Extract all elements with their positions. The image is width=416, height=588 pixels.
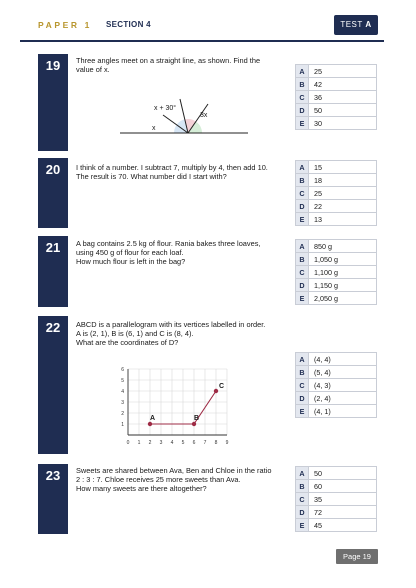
answer-option[interactable] (296, 240, 377, 253)
answer-option[interactable] (296, 78, 377, 91)
x-tick-label: 9 (225, 440, 229, 446)
page-header (0, 0, 416, 52)
answer-option[interactable] (296, 187, 377, 200)
question-text (76, 56, 276, 74)
answer-options (295, 64, 377, 130)
answer-options (295, 466, 377, 532)
question-number: 20 (38, 158, 68, 228)
answer-options (295, 239, 377, 305)
option-letter: E (296, 213, 309, 226)
answer-option[interactable] (296, 213, 377, 226)
option-value: 1,050 g (309, 253, 377, 266)
question-number: 21 (38, 236, 68, 307)
option-letter: A (296, 467, 309, 480)
point-marker (214, 389, 218, 393)
x-tick-label: 5 (181, 440, 185, 446)
answer-option[interactable] (296, 405, 377, 418)
option-letter: C (296, 493, 309, 506)
section-label: SECTION 4 (106, 20, 151, 29)
answer-option[interactable] (296, 174, 377, 187)
option-value: (4, 3) (309, 379, 377, 392)
option-letter: E (296, 405, 309, 418)
option-letter: C (296, 91, 309, 104)
y-tick-label: 3 (121, 400, 124, 406)
option-letter: C (296, 187, 309, 200)
option-value: 15 (309, 161, 377, 174)
answer-option[interactable] (296, 117, 377, 130)
question-line: Sweets are shared between Ava, Ben and Chloe in the ratio (76, 466, 272, 475)
answer-option[interactable] (296, 65, 377, 78)
grid-lines (128, 369, 227, 435)
option-value: 50 (309, 467, 377, 480)
plotted-points (148, 383, 224, 426)
option-value: 850 g (309, 240, 377, 253)
question-text (76, 163, 276, 181)
option-letter: E (296, 117, 309, 130)
x-tick-label: 3 (159, 440, 163, 446)
angles-diagram (118, 96, 258, 141)
angle-label-left: x (152, 125, 156, 132)
answer-option[interactable] (296, 353, 377, 366)
answer-option[interactable] (296, 279, 377, 292)
option-value: 13 (309, 213, 377, 226)
option-letter: C (296, 379, 309, 392)
option-value: (4, 4) (309, 353, 377, 366)
x-tick-label: 1 (137, 440, 141, 446)
answer-option[interactable] (296, 366, 377, 379)
answer-option[interactable] (296, 480, 377, 493)
point-label: A (150, 415, 156, 422)
option-letter: A (296, 65, 309, 78)
page-number: Page 19 (336, 549, 378, 564)
answer-option[interactable] (296, 292, 377, 305)
paper-label: PAPER 1 (38, 20, 92, 30)
question-line: How many sweets are there altogether? (76, 484, 207, 494)
question-text (76, 239, 276, 267)
question-line: A bag contains 2.5 kg of flour. Rania bakes three loaves, (76, 239, 261, 248)
option-value: 22 (309, 200, 377, 213)
option-letter: A (296, 353, 309, 366)
answer-options (295, 352, 377, 418)
question-number: 22 (38, 316, 68, 454)
question-line: 2 : 3 : 7. Chloe receives 25 more sweets than Ava. (76, 475, 241, 485)
header-divider (20, 40, 384, 42)
question-line: How much flour is left in the bag? (76, 257, 186, 267)
option-value: 2,050 g (309, 292, 377, 305)
option-letter: B (296, 480, 309, 493)
option-value: 45 (309, 519, 377, 532)
option-value: 42 (309, 78, 377, 91)
test-badge (334, 15, 378, 35)
option-value: 1,100 g (309, 266, 377, 279)
option-letter: D (296, 104, 309, 117)
option-value: 36 (309, 91, 377, 104)
point-label: B (194, 415, 200, 422)
option-letter: E (296, 292, 309, 305)
y-tick-label: 4 (121, 389, 124, 395)
test-prefix: TEST (340, 20, 363, 29)
coordinate-grid-chart (112, 360, 242, 454)
answer-option[interactable] (296, 392, 377, 405)
y-tick-label: 5 (121, 378, 124, 384)
answer-option[interactable] (296, 379, 377, 392)
question-line: value of x. (76, 65, 110, 75)
option-value: 72 (309, 506, 377, 519)
question-number: 23 (38, 464, 68, 534)
option-letter: B (296, 174, 309, 187)
answer-option[interactable] (296, 493, 377, 506)
point-label: C (219, 383, 225, 390)
answer-option[interactable] (296, 200, 377, 213)
x-tick-label: 6 (192, 440, 196, 446)
question-text (76, 320, 276, 348)
option-value: 30 (309, 117, 377, 130)
option-value: (2, 4) (309, 392, 377, 405)
x-tick-label: 2 (148, 440, 152, 446)
x-tick-label: 7 (203, 440, 207, 446)
question-line: using 450 g of flour for each loaf. (76, 248, 184, 258)
x-tick-label: 0 (126, 440, 130, 446)
question-line: I think of a number. I subtract 7, multiply by 4, then add 10. (76, 163, 268, 172)
option-value: 50 (309, 104, 377, 117)
option-value: 60 (309, 480, 377, 493)
option-value: 35 (309, 493, 377, 506)
answer-option[interactable] (296, 266, 377, 279)
answer-option[interactable] (296, 506, 377, 519)
point-marker (192, 422, 196, 426)
question-line: What are the coordinates of D? (76, 338, 179, 348)
option-letter: B (296, 366, 309, 379)
question-line: A is (2, 1), B is (6, 1) and C is (8, 4). (76, 329, 194, 339)
answer-option[interactable] (296, 161, 377, 174)
x-tick-label: 8 (214, 440, 218, 446)
y-tick-label: 6 (121, 367, 124, 373)
angle-label-right: 3x (200, 112, 208, 119)
answer-option[interactable] (296, 467, 377, 480)
option-value: 25 (309, 187, 377, 200)
answer-option[interactable] (296, 253, 377, 266)
point-marker (148, 422, 152, 426)
option-letter: D (296, 279, 309, 292)
option-value: 18 (309, 174, 377, 187)
option-letter: D (296, 392, 309, 405)
y-tick-label: 2 (121, 411, 124, 417)
option-value: 25 (309, 65, 377, 78)
answer-option[interactable] (296, 104, 377, 117)
option-letter: A (296, 240, 309, 253)
option-letter: B (296, 253, 309, 266)
test-letter: A (365, 20, 372, 29)
answer-options (295, 160, 377, 226)
x-tick-label: 4 (170, 440, 174, 446)
question-line: ABCD is a parallelogram with its vertices labelled in order. (76, 320, 266, 329)
option-letter: E (296, 519, 309, 532)
option-letter: C (296, 266, 309, 279)
question-line: Three angles meet on a straight line, as shown. Find the (76, 56, 261, 65)
tick-labels (121, 367, 228, 446)
option-value: (5, 4) (309, 366, 377, 379)
option-letter: A (296, 161, 309, 174)
option-letter: D (296, 200, 309, 213)
answer-option[interactable] (296, 519, 377, 532)
answer-option[interactable] (296, 91, 377, 104)
y-tick-label: 1 (121, 422, 124, 428)
question-number: 19 (38, 54, 68, 151)
option-letter: B (296, 78, 309, 91)
option-value: 1,150 g (309, 279, 377, 292)
option-letter: D (296, 506, 309, 519)
angle-label-top: x + 30° (154, 105, 177, 112)
question-line: The result is 70. What number did I start with? (76, 172, 227, 182)
option-value: (4, 1) (309, 405, 377, 418)
question-text (76, 466, 276, 494)
